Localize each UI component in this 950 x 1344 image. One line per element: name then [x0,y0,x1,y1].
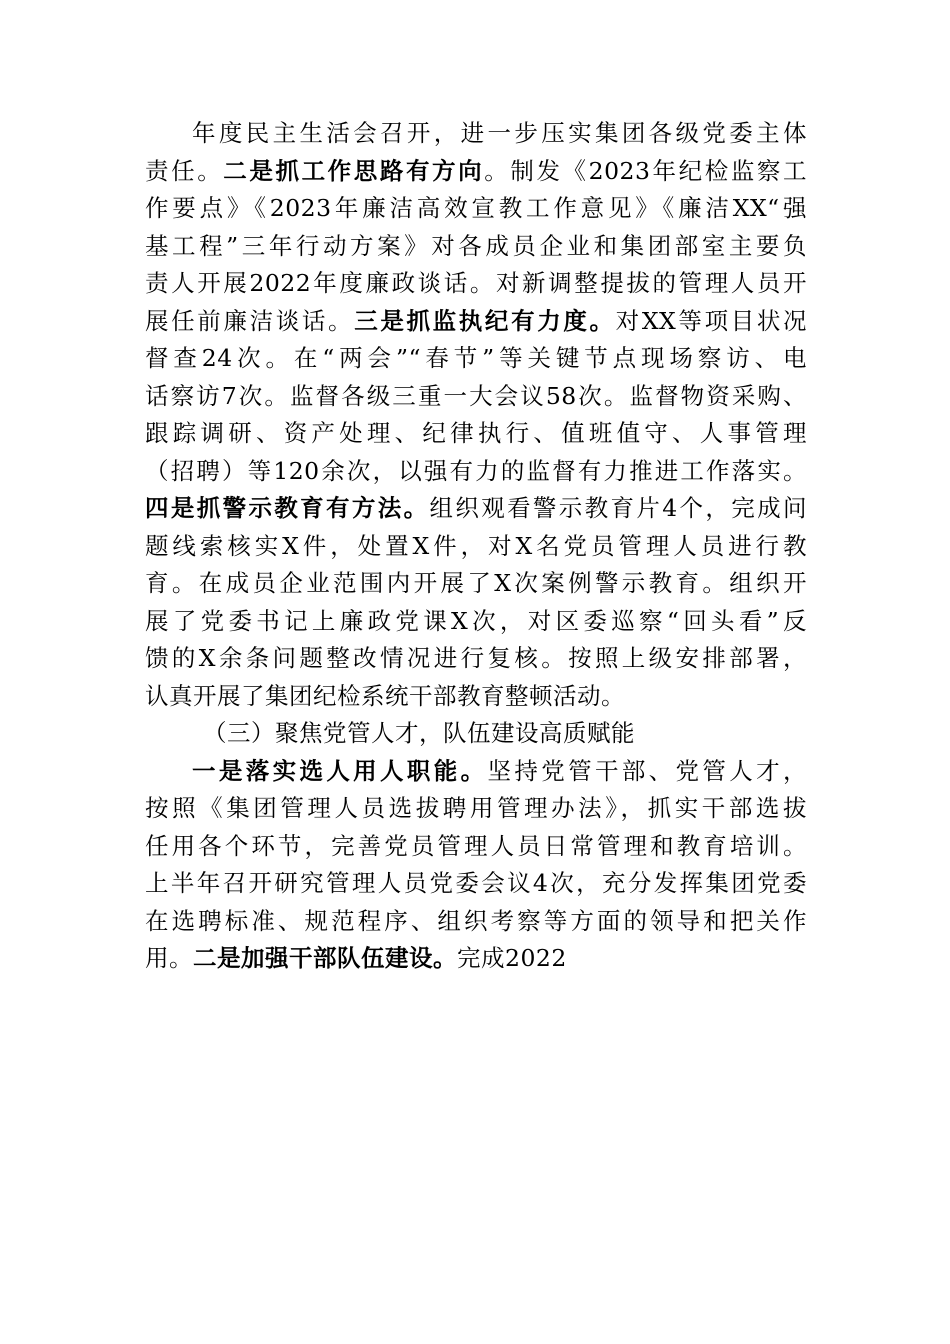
line-text: 用。 [145,944,193,972]
text-line [145,378,807,416]
text-line [145,303,807,341]
line-text: 跟踪调研、资产处理、纪律执行、值班值守、人事管理 [145,419,807,447]
line-text: 对XX等项目状况 [615,306,808,335]
text-line [145,415,807,453]
bold-lead-phrase: 一是落实选人用人职能。 [192,756,488,785]
text-line [145,528,807,566]
section-heading-text: （三）聚焦党管人才，队伍建设高质赋能 [203,719,635,747]
line-text: 上半年召开研究管理人员党委会议4次，充分发挥集团党委 [145,869,807,897]
text-line [145,678,807,716]
line-text: 作要点》《2023年廉洁高效宣教工作意见》《廉洁XX“强 [145,194,807,222]
line-text: 馈的X余条问题整改情况进行复核。按照上级安排部署， [145,644,807,672]
text-line [145,153,807,191]
text-line [145,490,807,528]
text-line [145,115,807,153]
line-text: 组织观看警示教育片4个，完成问 [429,494,808,522]
line-text: 认真开展了集团纪检系统干部教育整顿活动。 [145,681,625,710]
text-line [145,828,807,866]
text-line [145,753,807,791]
line-text: 督查24次。在“两会”“春节”等关键节点现场察访、电 [145,344,807,372]
bold-lead-phrase: 二是抓工作思路有方向 [223,156,485,185]
text-line [145,790,807,828]
line-text: 在选聘标准、规范程序、组织考察等方面的领导和把关作 [145,906,807,935]
line-text: 任用各个环节，完善党员管理人员日常管理和教育培训。 [145,831,807,860]
bold-lead-phrase: 二是加强干部队伍建设。 [193,944,457,972]
text-line [145,903,807,941]
line-text: 按照《集团管理人员选拔聘用管理办法》，抓实干部选拔 [145,794,807,822]
text-line [145,265,807,303]
text-line [145,603,807,641]
text-line [145,340,807,378]
line-text: 展任前廉洁谈话。 [145,306,355,335]
line-text: 责任。 [145,156,224,185]
text-line [145,190,807,228]
text-line [145,640,807,678]
line-text: 完成2022 [457,944,567,972]
document-body [145,115,807,978]
text-line [145,865,807,903]
line-text: 坚持党管干部、党管人才， [487,756,807,785]
text-line [145,228,807,266]
line-text: 年度民主生活会召开，进一步压实集团各级党委主体 [192,119,807,147]
line-text: （招聘）等120余次，以强有力的监督有力推进工作落实。 [145,456,807,485]
section-heading [145,715,807,753]
bold-lead-phrase: 三是抓监执纪有力度。 [354,306,616,335]
text-line [145,565,807,603]
line-text: 题线索核实X件，处置X件，对X名党员管理人员进行教 [145,531,807,560]
line-text: 展了党委书记上廉政党课X次，对区委巡察“回头看”反 [145,606,807,635]
text-line [145,940,807,978]
text-line [145,453,807,491]
bold-lead-phrase: 四是抓警示教育有方法。 [145,494,430,522]
line-text: 基工程”三年行动方案》对各成员企业和集团部室主要负 [145,231,807,260]
line-text: 责人开展2022年度廉政谈话。对新调整提拔的管理人员开 [145,269,807,297]
line-text: 话察访7次。监督各级三重一大会议58次。监督物资采购、 [145,381,807,410]
line-text: 。制发《2023年纪检监察工 [484,156,808,185]
line-text: 育。在成员企业范围内开展了X次案例警示教育。组织开 [145,569,807,597]
